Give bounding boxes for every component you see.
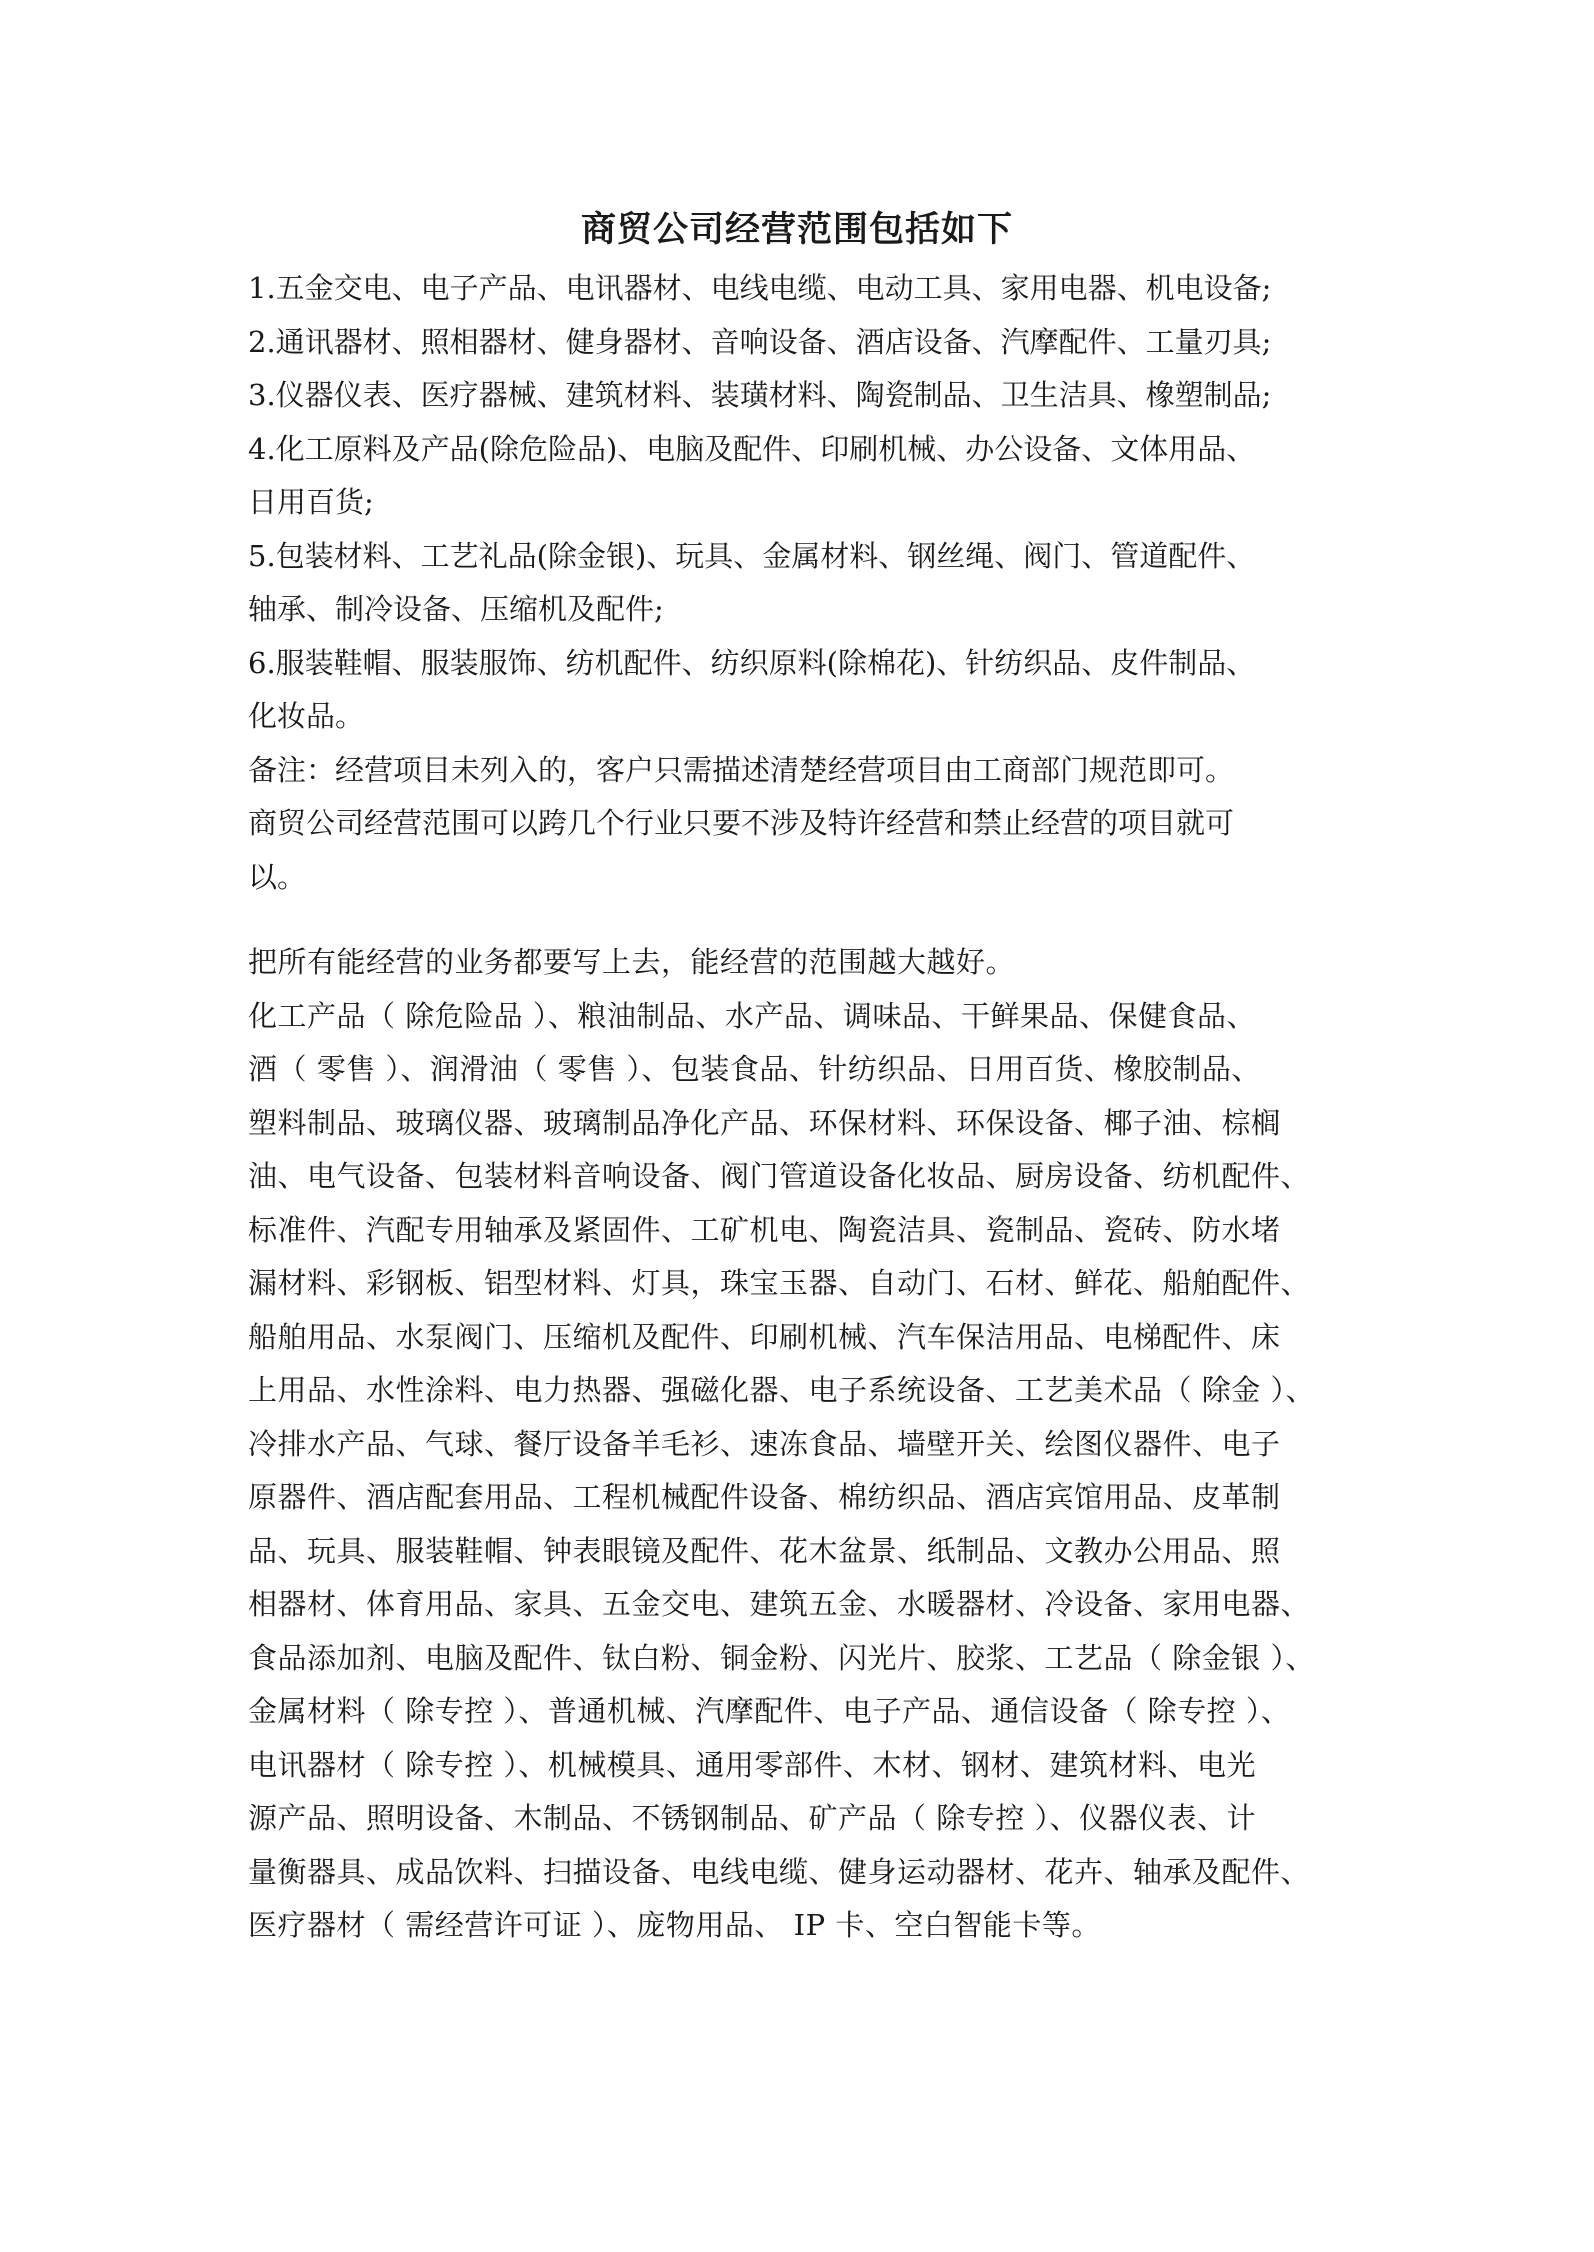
extended-scope-paragraph bbox=[248, 936, 1358, 1953]
paragraph-line: 化工产品（ 除危险品 ）、粮油制品、水产品、调味品、干鲜果品、保健食品、 bbox=[248, 998, 1256, 1033]
list-line: 6.服装鞋帽、服装服饰、纺机配件、纺织原料(除棉花)、针纺织品、皮件制品、 bbox=[248, 645, 1256, 680]
list-line: 2.通讯器材、照相器材、健身器材、音响设备、酒店设备、汽摩配件、工量刃具; bbox=[248, 324, 1272, 359]
paragraph-line: 食品添加剂、电脑及配件、钛白粉、铜金粉、闪光片、胶浆、工艺品（ 除金银 ）、 bbox=[248, 1640, 1315, 1675]
paragraph-line: 原器件、酒店配套用品、工程机械配件设备、棉纺织品、酒店宾馆用品、皮革制 bbox=[248, 1480, 1281, 1514]
note-line: 以。 bbox=[248, 859, 307, 894]
list-line: 3.仪器仪表、医疗器械、建筑材料、装璜材料、陶瓷制品、卫生洁具、橡塑制品; bbox=[248, 378, 1272, 412]
paragraph-line: 船舶用品、水泵阀门、压缩机及配件、印刷机械、汽车保洁用品、电梯配件、床 bbox=[248, 1319, 1281, 1354]
intro-line: 把所有能经营的业务都要写上去，能经营的范围越大越好。 bbox=[248, 945, 1016, 979]
document-title: 商贸公司经营范围包括如下 bbox=[580, 209, 1013, 250]
business-scope-list bbox=[248, 262, 1358, 904]
paragraph-line: 品、玩具、服装鞋帽、钟表眼镜及配件、花木盆景、纸制品、文教办公用品、照 bbox=[248, 1533, 1281, 1568]
list-line: 5.包装材料、工艺礼品(除金银)、玩具、金属材料、钢丝绳、阀门、管道配件、 bbox=[248, 538, 1256, 573]
paragraph-line: 冷排水产品、气球、餐厅设备羊毛衫、速冻食品、墙壁开关、绘图仪器件、电子 bbox=[248, 1426, 1281, 1461]
paragraph-line: 医疗器材（ 需经营许可证 ）、庞物用品、 IP 卡、空白智能卡等。 bbox=[248, 1908, 1101, 1942]
paragraph-line: 上用品、水性涂料、电力热器、强磁化器、电子系统设备、工艺美术品（ 除金 ）、 bbox=[248, 1373, 1315, 1407]
list-line: 化妆品。 bbox=[248, 699, 365, 733]
paragraph-line: 量衡器具、成品饮料、扫描设备、电线电缆、健身运动器材、花卉、轴承及配件、 bbox=[248, 1854, 1311, 1889]
paragraph-line: 漏材料、彩钢板、铝型材料、灯具，珠宝玉器、自动门、石材、鲜花、船舶配件、 bbox=[248, 1266, 1311, 1300]
list-line: 4.化工原料及产品(除危险品)、电脑及配件、印刷机械、办公设备、文体用品、 bbox=[248, 431, 1256, 466]
note-line: 备注：经营项目未列入的，客户只需描述清楚经营项目由工商部门规范即可。 bbox=[248, 752, 1235, 787]
paragraph-line: 油、电气设备、包装材料音响设备、阀门管道设备化妆品、厨房设备、纺机配件、 bbox=[248, 1159, 1311, 1193]
list-line: 1.五金交电、电子产品、电讯器材、电线电缆、电动工具、家用电器、机电设备; bbox=[248, 271, 1272, 305]
paragraph-line: 塑料制品、玻璃仪器、玻璃制品净化产品、环保材料、环保设备、椰子油、棕榈 bbox=[248, 1105, 1281, 1140]
paragraph-line: 相器材、体育用品、家具、五金交电、建筑五金、水暖器材、冷设备、家用电器、 bbox=[248, 1587, 1311, 1621]
list-line: 轴承、制冷设备、压缩机及配件; bbox=[248, 592, 664, 626]
list-line: 日用百货; bbox=[248, 485, 374, 519]
paragraph-line: 标准件、汽配专用轴承及紧固件、工矿机电、陶瓷洁具、瓷制品、瓷砖、防水堵 bbox=[248, 1212, 1281, 1247]
paragraph-line: 金属材料（ 除专控 ）、普通机械、汽摩配件、电子产品、通信设备（ 除专控 ）、 bbox=[248, 1694, 1291, 1728]
paragraph-line: 源产品、照明设备、木制品、不锈钢制品、矿产品（ 除专控 ）、仪器仪表、计 bbox=[248, 1801, 1256, 1835]
paragraph-line: 电讯器材（ 除专控 ）、机械模具、通用零部件、木材、钢材、建筑材料、电光 bbox=[248, 1747, 1256, 1782]
note-line: 商贸公司经营范围可以跨几个行业只要不涉及特许经营和禁止经营的项目就可 bbox=[248, 806, 1235, 840]
paragraph-line: 酒（ 零售 ）、润滑油（ 零售 ）、包装食品、针纺织品、日用百货、橡胶制品、 bbox=[248, 1052, 1261, 1086]
